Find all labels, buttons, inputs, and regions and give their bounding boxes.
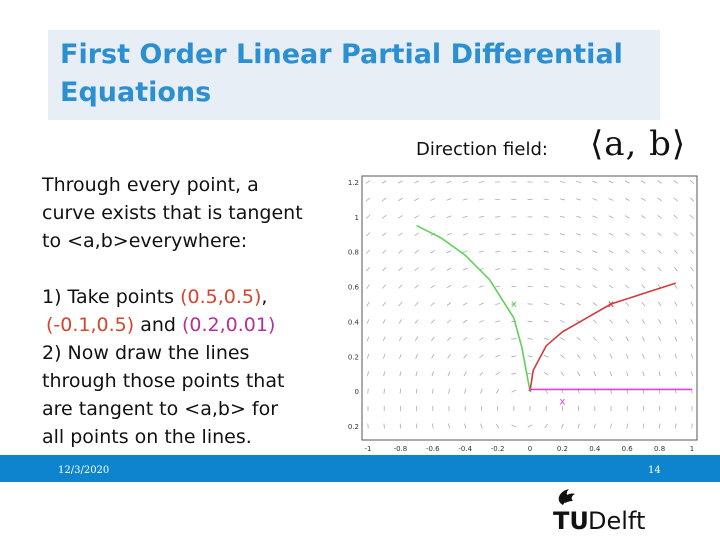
step-1-prefix: 1) Take points [42,286,181,308]
x-tick-label: 0.4 [589,445,601,453]
field-arrow [495,182,500,183]
point-1: (0.5,0.5) [180,286,262,308]
point-marker: x [559,396,566,408]
y-tick-label: 0 [354,388,359,397]
x-tick-label: 0.8 [654,445,666,453]
field-arrow [368,424,369,429]
footer-date: 12/3/2020 [58,465,110,476]
point-2: (-0.1,0.5) [46,314,135,336]
field-arrow [544,182,549,183]
intro-line-1: Through every point, a [42,174,259,196]
x-tick-label: 0 [527,445,533,453]
logo-delft-text: Delft [588,507,646,535]
step-2-line-3: are tangent to <a,b> for [42,398,279,420]
y-tick-label: 0.4 [347,318,359,327]
point-marker: x [608,299,614,310]
field-arrow [368,389,369,394]
x-tick-label: -0.4 [458,445,473,453]
x-tick-label: -0.2 [490,445,505,453]
tudelft-logo [545,483,665,535]
logo-tu-text: TU [553,507,589,535]
title-line-1: First Order Linear Partial Differential [60,39,623,70]
point-marker: x [510,299,517,310]
x-tick-label: -1 [364,445,372,453]
point-3: (0.2,0.01) [181,314,276,336]
step-2-line-1: 2) Now draw the lines [42,342,250,364]
y-tick-label: 0.6 [347,283,359,292]
title-line-2: Equations [60,77,212,108]
y-tick-label: 1 [354,213,359,222]
step-1-line-2 [42,311,342,339]
plot-frame [362,176,697,440]
slide-body [42,171,342,451]
x-tick-label: 0.2 [556,445,568,453]
intro-line-2: curve exists that is tangent [42,202,303,224]
step-1-line-1 [42,283,342,311]
x-tick-label: -0.6 [425,445,440,453]
x-tick-label: -0.8 [393,445,408,453]
y-tick-label: 0.2 [347,423,359,431]
field-arrow [676,424,677,429]
x-tick-label: 0.6 [621,445,633,453]
direction-field-formula: ⟨a, b⟩ [590,124,687,164]
and-word: and [134,314,182,336]
step-2-line-2: through those points that [42,370,285,392]
y-tick-label: 0.8 [347,248,359,257]
footer-page-number: 14 [648,465,661,476]
flame-icon [559,489,575,505]
intro-line-3: to <a,b>everywhere: [42,230,248,252]
slide-title [60,36,660,112]
y-tick-label: 0.2 [347,353,359,362]
step-2-line-4: all points on the lines. [42,426,252,448]
direction-field-label: Direction field: [416,139,548,160]
comma: , [261,286,268,308]
y-tick-label: 1.2 [347,179,359,187]
x-tick-label: 1 [689,445,695,453]
direction-field-plot [340,170,702,455]
